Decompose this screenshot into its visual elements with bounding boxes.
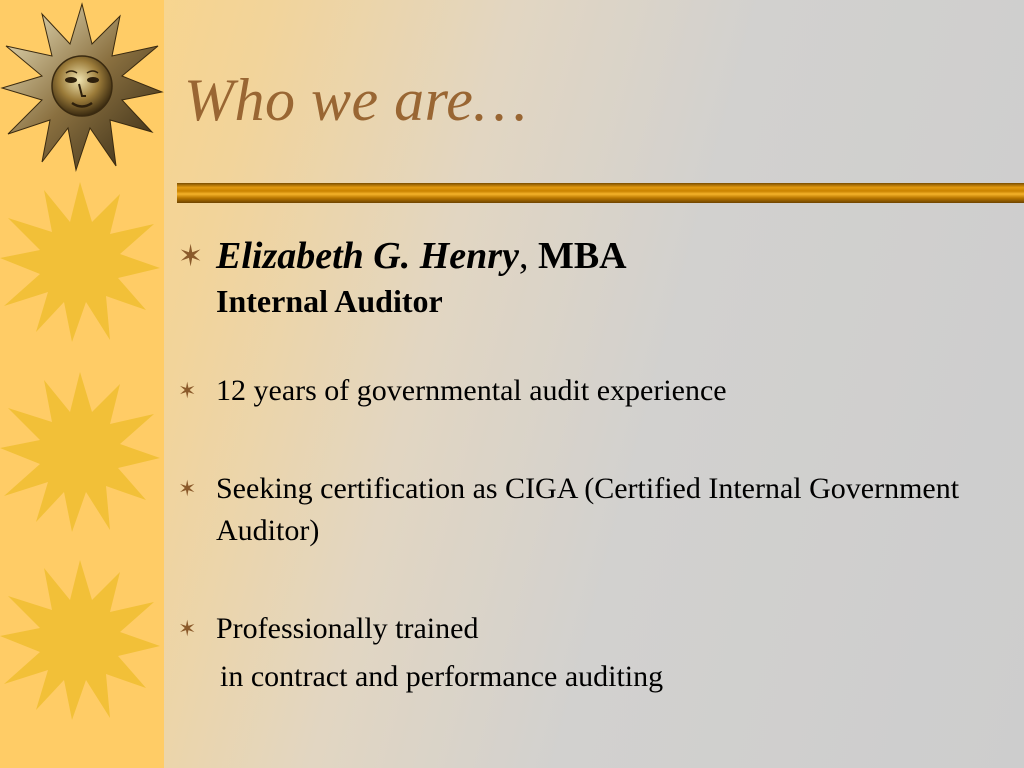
person-name: Elizabeth G. Henry [216,235,519,277]
bullet-training [176,608,996,698]
sun-icon [0,560,160,720]
title-divider [177,183,1024,203]
bullet-certification [176,468,996,552]
experience-text: 12 years of governmental audit experience [216,373,727,407]
bullet-list [176,234,996,698]
certification-text: Seeking certification as CIGA (Certified Internal Government Auditor) [216,471,960,547]
training-continuation-text: in contract and performance auditing [220,659,664,693]
name-separator: , [518,235,538,277]
side-decoration-strip [0,0,164,768]
sun-icon [0,372,160,532]
training-text: Professionally trained [216,611,479,645]
star-bullet-icon: ✶ [178,475,197,501]
star-bullet-icon: ✶ [178,615,197,641]
person-role: Internal Auditor [216,282,443,319]
sun-face-icon [2,4,162,170]
person-degree: MBA [537,235,627,277]
sun-icon [0,182,160,342]
star-bullet-icon: ✶ [178,240,204,273]
bullet-experience [176,370,996,412]
bullet-name [176,234,996,320]
star-bullet-icon: ✶ [178,377,197,403]
slide-title: Who we are… [184,67,528,133]
